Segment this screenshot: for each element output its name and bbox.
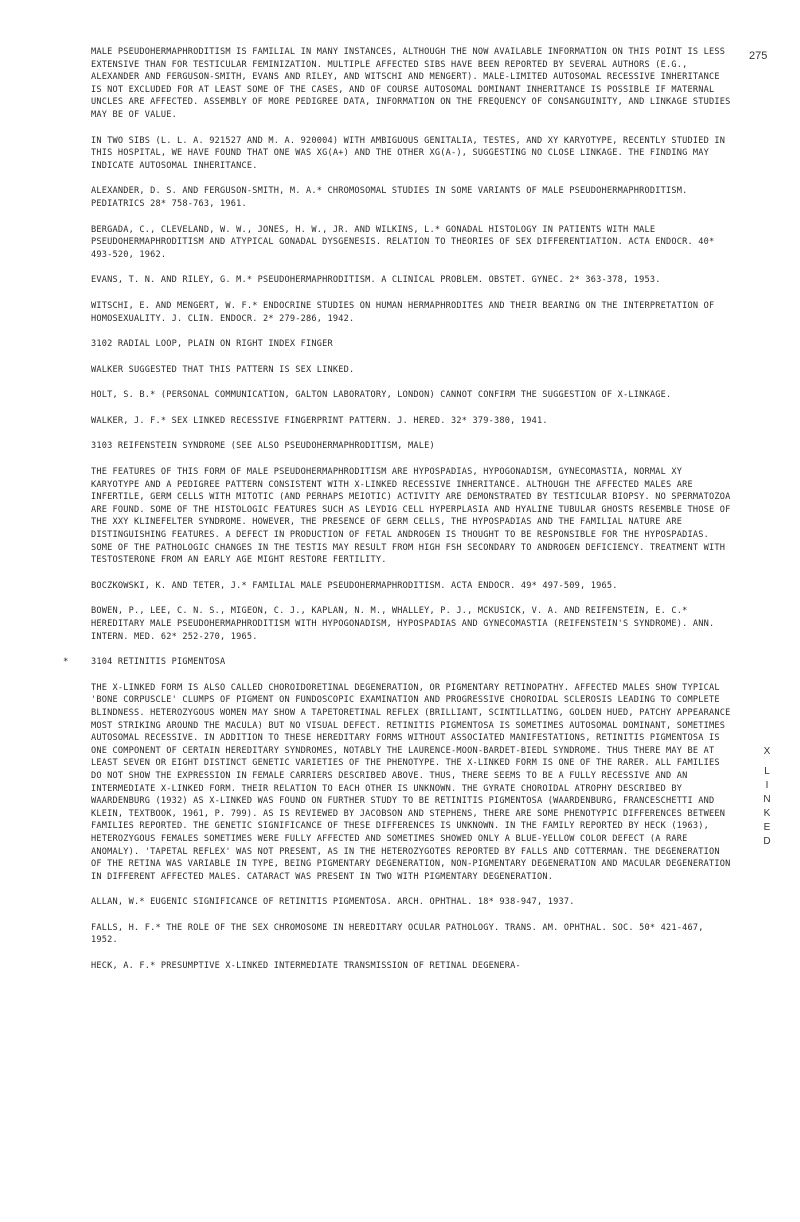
side-label-char: K — [763, 808, 771, 819]
side-label-char: E — [763, 822, 771, 833]
paragraph-3103: THE FEATURES OF THIS FORM OF MALE PSEUDOHERMAPHRODITISM ARE HYPOSPADIAS, HYPOGONADISM, GYNECOMASTIA, NORMAL XY KARYOTYPE AND A PEDIGREE PATTERN CONSISTENT WITH X-LINKED RECESSIVE INHERITANCE. ALTHOUGH THE AFFECTED MALES ARE INFERTILE, GERM CELLS WITH MITOTIC (AND PERHAPS MEIOTIC) ACTIVITY ARE DEMONSTRATED BY TESTICULAR BIOPSY. NO SPERMATOZOA ARE FOUND. SOME OF THE HISTOLOGIC FEATURES SUCH AS LEYDIG CELL HYPERPLASIA AND HYALINE TUBULAR GHOSTS RESEMBLE THOSE OF THE XXY KLINEFELTER SYNDROME. HOWEVER, THE PRESENCE OF GERM CELLS, THE HYPOSPADIAS AND THE FAMILIAL NATURE ARE DISTINGUISHING FEATURES. A DEFECT IN PRODUCTION OF FETAL ANDROGEN IS THOUGHT TO BE RESPONSIBLE FOR THE HYPOSPADIAS. SOME OF THE PATHOLOGIC CHANGES IN THE TESTIS MAY RESULT FROM HIGH FSH SECONDARY TO ANDROGEN DEFICIENCY. TREATMENT WITH TESTOSTERONE FROM AN EARLY AGE MIGHT RESTORE FERTILITY. — [91, 467, 731, 566]
side-label-char: X — [763, 746, 771, 757]
reference-boczkowski: BOCZKOWSKI, K. AND TETER, J.* FAMILIAL MALE PSEUDOHERMAPHRODITISM. ACTA ENDOCR. 49* 497-509, 1965. — [91, 580, 618, 591]
entry-heading-3103: 3103 REIFENSTEIN SYNDROME (SEE ALSO PSEUDOHERMAPHRODITISM, MALE) — [91, 441, 435, 452]
reference-witschi: WITSCHI, E. AND MENGERT, W. F.* ENDOCRINE STUDIES ON HUMAN HERMAPHRODITES AND THEIR BEARING ON THE INTERPRETATION OF HOMOSEXUALITY. J. CLIN. ENDOCR. 2* 279-286, 1942. — [91, 300, 715, 324]
reference-bergada: BERGADA, C., CLEVELAND, W. W., JONES, H. W., JR. AND WILKINS, L.* GONADAL HISTOLOGY IN PATIENTS WITH MALE PSEUDOHERMAPHRODITISM AND ATYPICAL GONADAL DYSGENESIS. RELATION TO THEORIES OF SEX DIFFERENTIATION. ACTA ENDOCR. 40* 493-520, 1962. — [91, 224, 715, 260]
entry-heading-3104 — [63, 656, 731, 669]
paragraph-sibs-study: IN TWO SIBS (L. L. A. 921527 AND M. A. 920004) WITH AMBIGUOUS GENITALIA, TESTES, AND XY KARYOTYPE, RECENTLY STUDIED IN THIS HOSPITAL, WE HAVE FOUND THAT ONE WAS XG(A+) AND THE OTHER XG(A-), SUGGESTING NO CLOSE LINKAGE. THE FINDING MAY INDICATE AUTOSOMAL INHERITANCE. — [91, 135, 726, 171]
reference-alexander: ALEXANDER, D. S. AND FERGUSON-SMITH, M. A.* CHROMOSOMAL STUDIES IN SOME VARIANTS OF MALE PSEUDOHERMAPHRODITISM. PEDIATRICS 28* 758-763, 1961. — [91, 186, 688, 209]
reference-heck: HECK, A. F.* PRESUMPTIVE X-LINKED INTERMEDIATE TRANSMISSION OF RETINAL DEGENERA- — [91, 961, 521, 972]
side-label-char: D — [763, 836, 771, 847]
entry-star-marker: * — [63, 657, 69, 668]
reference-evans: EVANS, T. N. AND RILEY, G. M.* PSEUDOHERMAPHRODITISM. A CLINICAL PROBLEM. OBSTET. GYNEC. 2* 363-378, 1953. — [91, 275, 661, 286]
reference-falls: FALLS, H. F.* THE ROLE OF THE SEX CHROMOSOME IN HEREDITARY OCULAR PATHOLOGY. TRANS. AM. OPHTHAL. SOC. 50* 421-467, 1952. — [91, 922, 704, 946]
reference-allan: ALLAN, W.* EUGENIC SIGNIFICANCE OF RETINITIS PIGMENTOSA. ARCH. OPHTHAL. 18* 938-947, 1937. — [91, 897, 575, 908]
reference-walker: WALKER, J. F.* SEX LINKED RECESSIVE FINGERPRINT PATTERN. J. HERED. 32* 379-380, 1941. — [91, 415, 548, 426]
document-body — [63, 46, 731, 986]
entry-heading-3104-text: 3104 RETINITIS PIGMENTOSA — [91, 657, 226, 668]
side-label-char: N — [763, 794, 771, 805]
x-linked-side-label — [760, 745, 774, 849]
reference-bowen: BOWEN, P., LEE, C. N. S., MIGEON, C. J., KAPLAN, N. M., WHALLEY, P. J., MCKUSICK, V. A. AND REIFENSTEIN, E. C.* HEREDITARY MALE PSEUDOHERMAPHRODITISM WITH HYPOGONADISM, HYPOSPADIAS AND GYNECOMASTIA (REIFENSTEIN'S SYNDROME). ANN. INTERN. MED. 62* 252-270, 1965. — [91, 606, 715, 642]
entry-heading-3102: 3102 RADIAL LOOP, PLAIN ON RIGHT INDEX FINGER — [91, 339, 333, 350]
side-label-char: L — [764, 766, 770, 777]
paragraph-3104: THE X-LINKED FORM IS ALSO CALLED CHOROIDORETINAL DEGENERATION, OR PIGMENTARY RETINOPATHY. AFFECTED MALES SHOW TYPICAL 'BONE CORPUSCLE' CLUMPS OF PIGMENT ON FUNDOSCOPIC EXAMINATION AND PROGRESSIVE CHOROIDAL SCLEROSIS LEADING TO COMPLETE BLINDNESS. HETEROZYGOUS WOMEN MAY SHOW A TAPETORETINAL REFLEX (BRILLIANT, SCINTILLATING, GOLDEN HUED, PATCHY APPEARANCE MOST STRIKING AROUND THE MACULA) BUT NO VISUAL DEFECT. RETINITIS PIGMENTOSA IS SOMETIMES AUTOSOMAL DOMINANT, SOMETIMES AUTOSOMAL RECESSIVE. IN ADDITION TO THESE HEREDITARY FORMS WITHOUT ASSOCIATED MANIFESTATIONS, RETINITIS PIGMENTOSA IS ONE COMPONENT OF CERTAIN HEREDITARY SYNDROMES, NOTABLY THE LAURENCE-MOON-BARDET-BIEDL SYNDROME. THUS THERE MAY BE AT LEAST SEVEN OR EIGHT DISTINCT GENETIC VARIETIES OF THE PHENOTYPE. THE X-LINKED FORM IS ONE OF THE RARER. ALL FAMILIES DO NOT SHOW THE EXPRESSION IN FEMALE CARRIERS DESCRIBED ABOVE. THUS, THERE SEEMS TO BE A FULLY RECESSIVE AND AN INTERMEDIATE X-LINKED FORM. THEIR RELATION TO EACH OTHER IS UNKNOWN. THE GYRATE CHOROIDAL ATROPHY DESCRIBED BY WAARDENBURG (1932) AS X-LINKED WAS FOUND ON FURTHER STUDY TO BE RETINITIS PIGMENTOSA (WAARDENBURG, FRANCESCHETTI AND KLEIN, TEXTBOOK, 1961, P. 799). AS IS REVIEWED BY JACOBSON AND STEPHENS, THERE ARE SOME PHENOTYPIC DIFFERENCES BETWEEN FAMILIES REPORTED. THE GENETIC SIGNIFICANCE OF THESE DIFFERENCES IS UNKNOWN. IN THE FAMILY REPORTED BY HECK (1963), HETEROZYGOUS FEMALES SOMETIMES WERE FULLY AFFECTED AND SOMETIMES SHOWED ONLY A BLUE-YELLOW COLOR DEFECT (A RARE ANOMALY). 'TAPETAL REFLEX' WAS NOT PRESENT, AS IN THE HETEROZYGOTES REPORTED BY FALLS AND COTTERMAN. THE DEGENERATION OF THE RETINA WAS VARIABLE IN TYPE, BEING PIGMENTARY DEGENERATION, NON-PIGMENTARY DEGENERATION AND MACULAR DEGENERATION IN DIFFERENT AFFECTED MALES. CATARACT WAS PRESENT IN TWO WITH PIGMENTARY DEGENERATION. — [91, 682, 731, 882]
side-label-char: I — [765, 780, 769, 791]
page-number: 275 — [749, 50, 768, 62]
paragraph-3102: WALKER SUGGESTED THAT THIS PATTERN IS SEX LINKED. — [91, 364, 355, 375]
reference-holt: HOLT, S. B.* (PERSONAL COMMUNICATION, GALTON LABORATORY, LONDON) CANNOT CONFIRM THE SUGGESTION OF X-LINKAGE. — [91, 390, 672, 401]
paragraph-inheritance: MALE PSEUDOHERMAPHRODITISM IS FAMILIAL IN MANY INSTANCES, ALTHOUGH THE NOW AVAILABLE INFORMATION ON THIS POINT IS LESS EXTENSIVE THAN FOR TESTICULAR FEMINIZATION. MULTIPLE AFFECTED SIBS HAVE BEEN REPORTED BY SEVERAL AUTHORS (E.G., ALEXANDER AND FERGUSON-SMITH, EVANS AND RILEY, AND WITSCHI AND MENGERT). MALE-LIMITED AUTOSOMAL RECESSIVE INHERITANCE IS NOT EXCLUDED FOR AT LEAST SOME OF THE CASES, AND OF COURSE AUTOSOMAL DOMINANT INHERITANCE IS POSSIBLE IF MATERNAL UNCLES ARE AFFECTED. ASSEMBLY OF MORE PEDIGREE DATA, INFORMATION ON THE FREQUENCY OF CONSANGUINITY, AND LINKAGE STUDIES MAY BE OF VALUE. — [91, 47, 731, 120]
